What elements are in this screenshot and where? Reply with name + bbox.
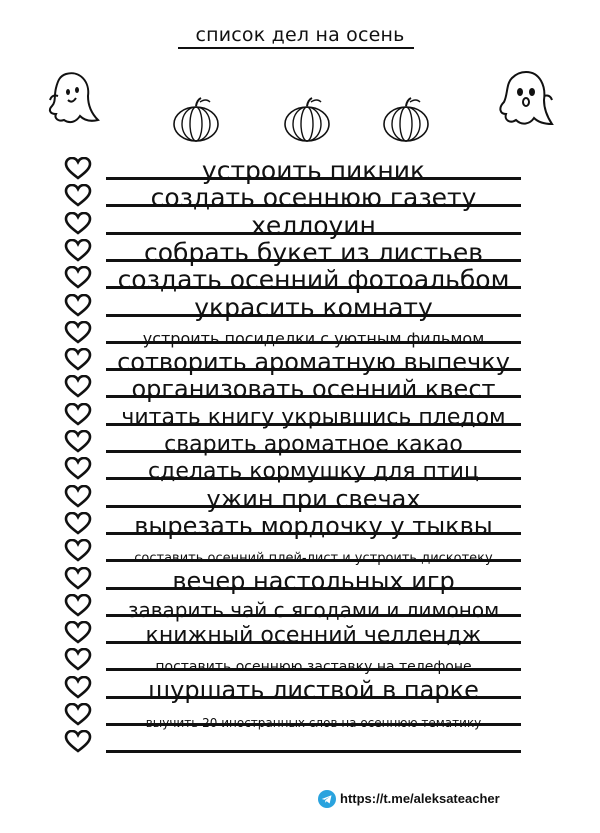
item-text: устроить пикник — [201, 156, 426, 185]
list-item[interactable] — [0, 346, 600, 377]
item-text: выучить 20 иностранных слов на осеннюю тематику — [145, 716, 482, 730]
pumpkin-icon — [281, 96, 333, 144]
pumpkin-icon — [380, 96, 432, 144]
item-text: сотворить ароматную выпечку — [117, 348, 510, 377]
list-item[interactable] — [0, 155, 600, 185]
heart-checkbox-icon[interactable] — [64, 348, 92, 372]
heart-checkbox-icon[interactable] — [64, 321, 92, 345]
heart-checkbox-icon[interactable] — [64, 730, 92, 754]
item-text: хеллоуин — [251, 210, 376, 240]
heart-checkbox-icon[interactable] — [64, 375, 92, 399]
item-text: сварить ароматное какао — [164, 432, 463, 457]
item-text: поставить осеннюю заставку на телефоне — [155, 659, 472, 676]
list-item[interactable] — [0, 401, 600, 428]
item-text: организовать осенний квест — [131, 375, 496, 404]
list-item[interactable] — [0, 319, 600, 346]
item-text: ужин при свечах — [206, 484, 421, 513]
heart-checkbox-icon[interactable] — [64, 648, 92, 672]
list-item[interactable] — [0, 292, 600, 322]
item-text: устроить посиделки с уютным фильмом — [142, 328, 485, 348]
heart-checkbox-icon[interactable] — [64, 594, 92, 618]
telegram-link[interactable]: https://t.me/aleksateacher — [340, 791, 500, 806]
item-text: украсить комнату — [194, 292, 433, 322]
item-text: собрать букет из листьев — [144, 237, 483, 267]
heart-checkbox-icon[interactable] — [64, 239, 92, 263]
heart-checkbox-icon[interactable] — [64, 621, 92, 645]
heart-checkbox-icon[interactable] — [64, 266, 92, 290]
item-text: вырезать мордочку у тыквы — [134, 511, 493, 540]
item-text: читать книгу укрывшись пледом — [121, 404, 506, 430]
item-text: сделать кормушку для птиц — [148, 459, 479, 485]
heart-checkbox-icon[interactable] — [64, 676, 92, 700]
page-title: список дел на осень — [195, 24, 405, 46]
list-item[interactable] — [0, 373, 600, 404]
heart-checkbox-icon[interactable] — [64, 294, 92, 318]
heart-checkbox-icon[interactable] — [64, 703, 92, 727]
item-text: книжный осенний челлендж — [145, 623, 482, 649]
ghost-right-icon — [496, 66, 556, 130]
heart-checkbox-icon[interactable] — [64, 157, 92, 181]
telegram-icon — [318, 787, 336, 811]
item-text: составить осенний плей-лист и устроить дискотеку — [134, 551, 493, 567]
item-underline — [106, 750, 521, 753]
list-item[interactable] — [0, 565, 600, 595]
heart-checkbox-icon[interactable] — [64, 430, 92, 454]
heart-checkbox-icon[interactable] — [64, 567, 92, 591]
heart-checkbox-icon[interactable] — [64, 485, 92, 509]
item-text: создать осеннюю газету — [150, 183, 477, 213]
heart-checkbox-icon[interactable] — [64, 403, 92, 427]
list-item[interactable] — [0, 674, 600, 704]
list-item[interactable] — [0, 728, 600, 755]
item-text: создать осенний фотоальбом — [117, 265, 510, 295]
list-item[interactable] — [0, 537, 600, 567]
list-item[interactable] — [0, 237, 600, 267]
pumpkin-icon — [170, 96, 222, 144]
list-item[interactable] — [0, 428, 600, 455]
list-item[interactable] — [0, 592, 600, 622]
ghost-left-icon — [46, 68, 102, 128]
list-item[interactable] — [0, 264, 600, 295]
list-item[interactable] — [0, 182, 600, 213]
list-item[interactable] — [0, 483, 600, 513]
list-item[interactable] — [0, 210, 600, 240]
list-item[interactable] — [0, 701, 600, 728]
list-item[interactable] — [0, 455, 600, 485]
item-text: вечер настольных игр — [172, 566, 455, 595]
heart-checkbox-icon[interactable] — [64, 184, 92, 208]
title-underline — [178, 47, 414, 49]
list-item[interactable] — [0, 619, 600, 649]
heart-checkbox-icon[interactable] — [64, 457, 92, 481]
heart-checkbox-icon[interactable] — [64, 212, 92, 236]
item-text: заварить чай с ягодами и лимоном — [127, 597, 500, 622]
heart-checkbox-icon[interactable] — [64, 512, 92, 536]
list-item[interactable] — [0, 646, 600, 676]
item-text: шуршать листвой в парке — [148, 675, 479, 704]
heart-checkbox-icon[interactable] — [64, 539, 92, 563]
list-item[interactable] — [0, 510, 600, 540]
